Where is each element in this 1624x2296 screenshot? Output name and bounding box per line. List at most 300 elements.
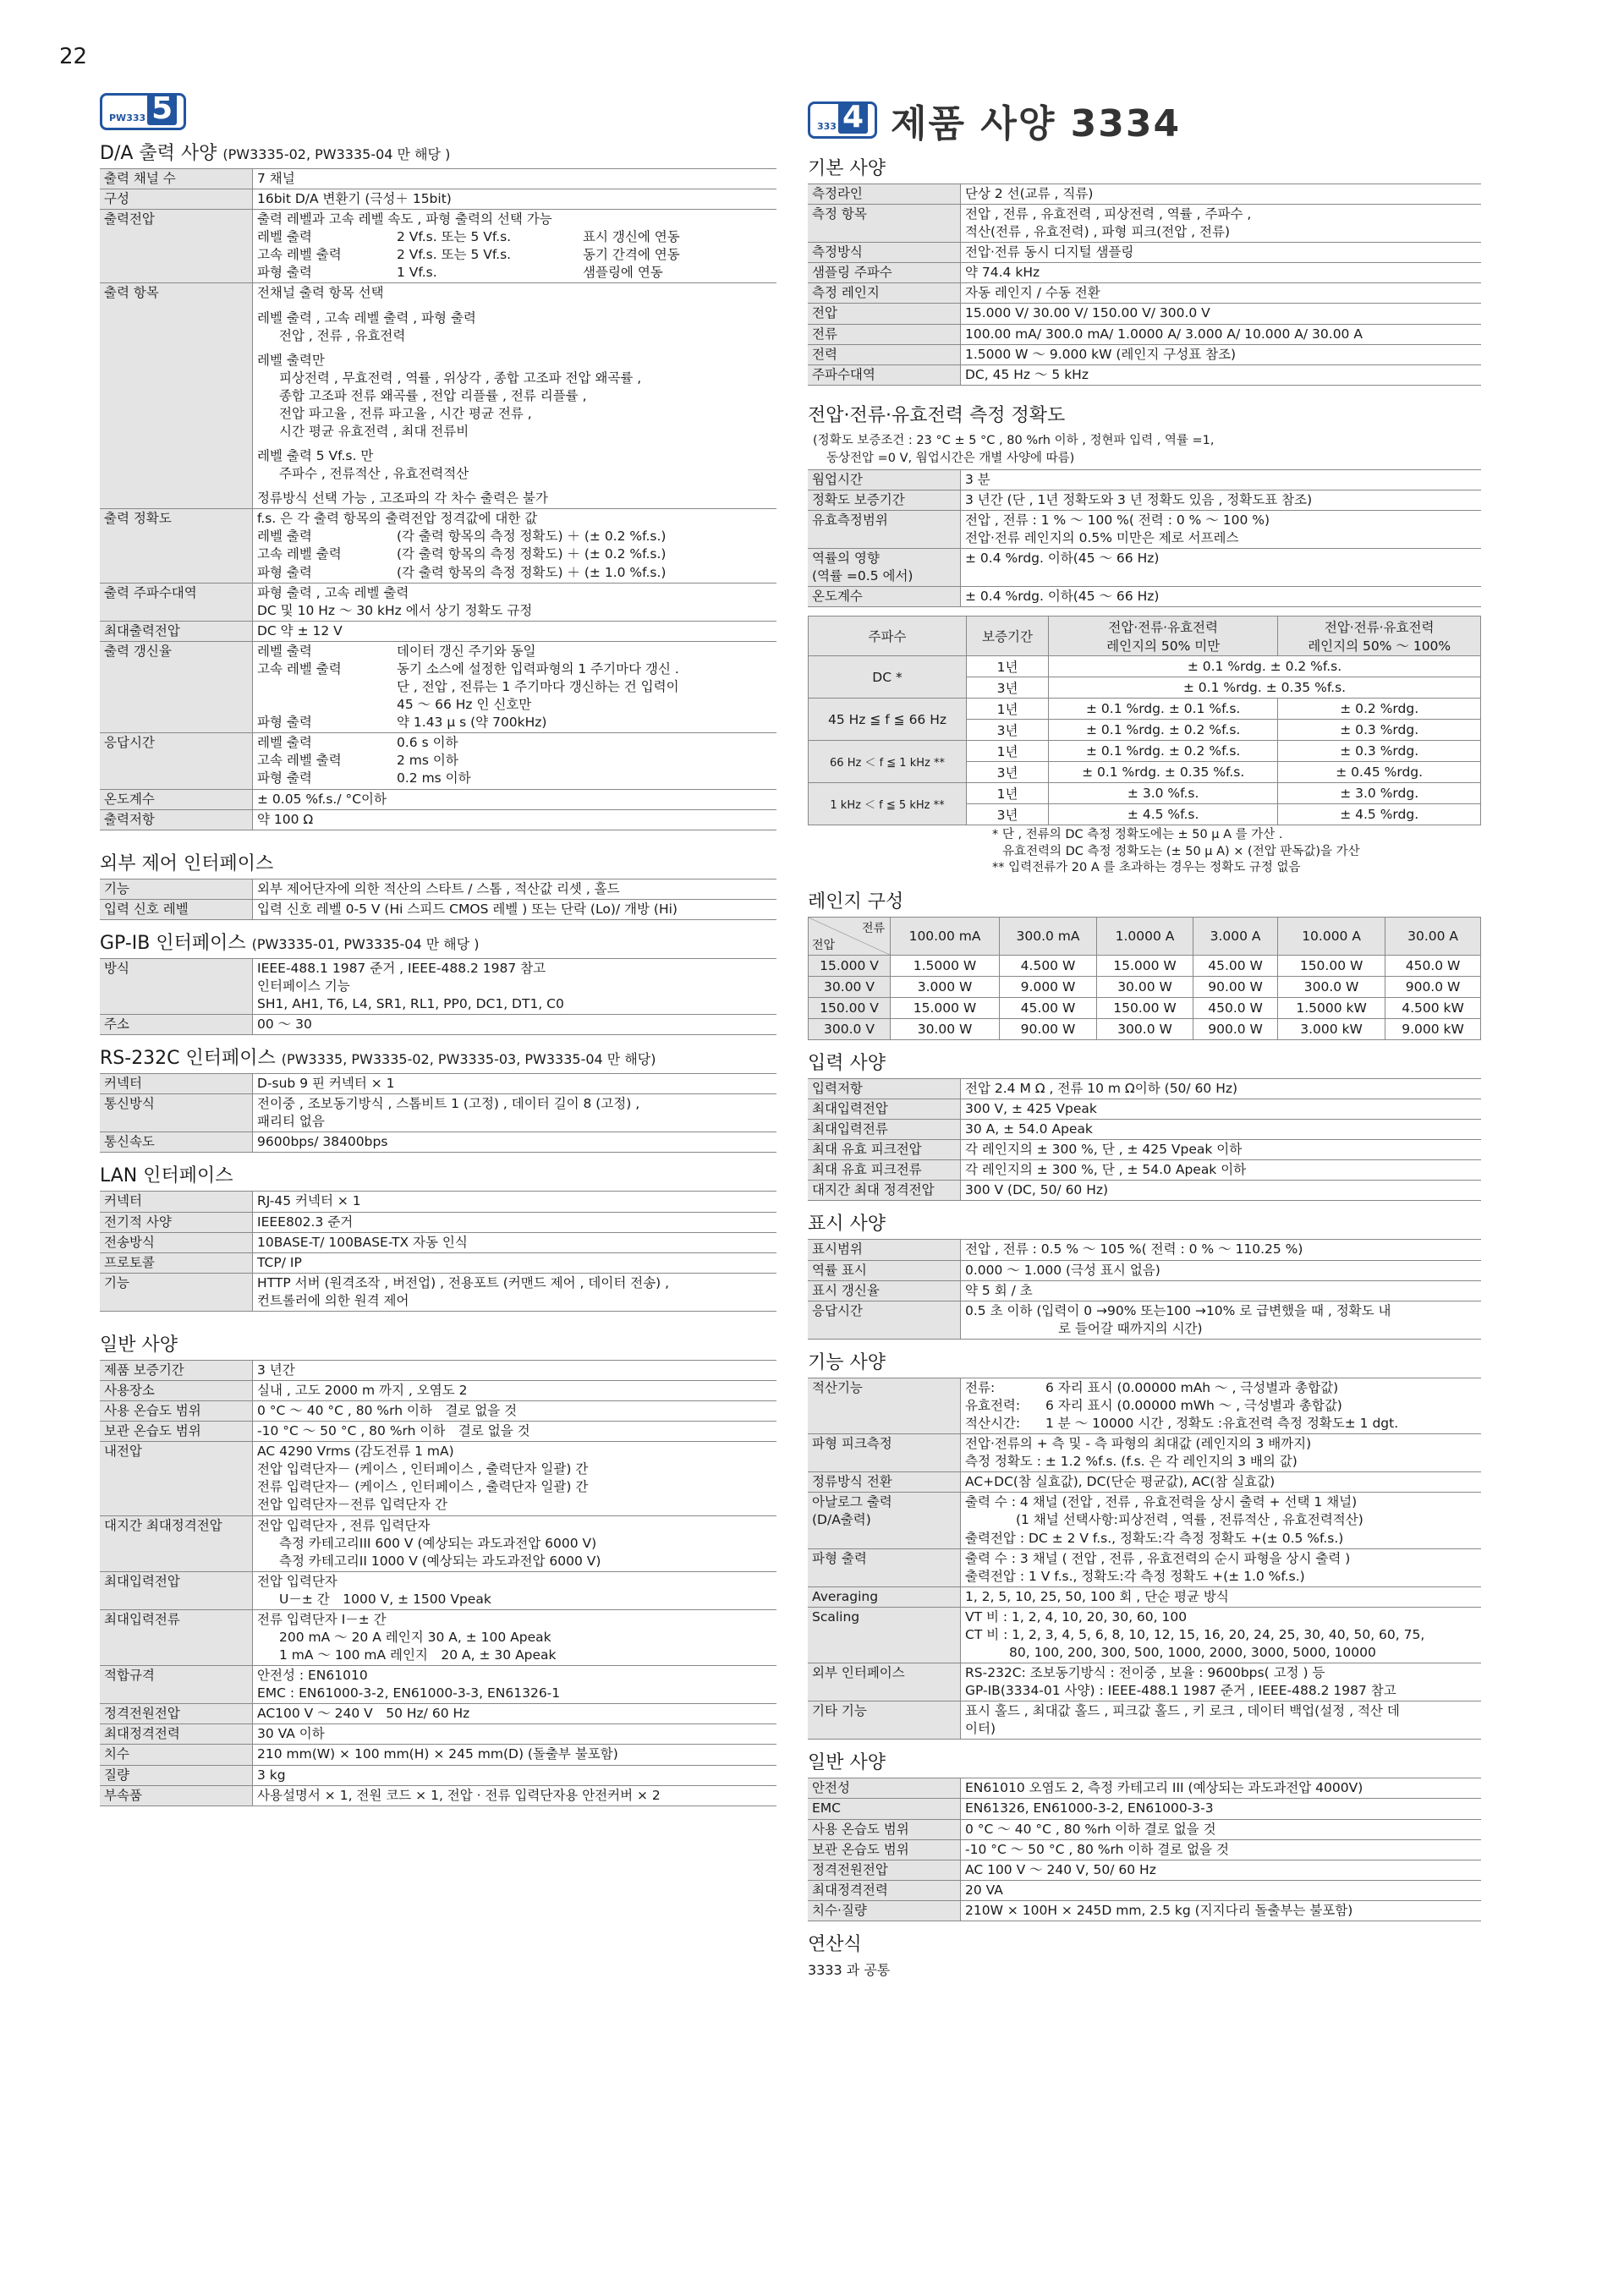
spec-value: 0 °C ～ 40 °C , 80 %rh 이하 결로 없을 것 xyxy=(961,1819,1482,1839)
spec-label: 유효측정범위 xyxy=(808,510,961,548)
table-row xyxy=(100,621,776,641)
spec-value: IEEE802.3 준거 xyxy=(253,1212,777,1232)
spec-value: 레벨 출력 0.6 s 이하 고속 레벨 출력 2 ms 이하 파형 출력 0.2 ms 이하 xyxy=(253,733,777,789)
spec-label: 치수 xyxy=(100,1745,253,1765)
spec-label: 사용장소 xyxy=(100,1380,253,1400)
table-row xyxy=(808,1120,1481,1140)
spec-value: 4.500 kW xyxy=(1385,998,1481,1019)
spec-value: IEEE-488.1 1987 준거 , IEEE-488.2 1987 참고 인터페이스 기능 SH1, AH1, T6, L4, SR1, RL1, PP0, DC1, DT1, C0 xyxy=(253,958,777,1014)
spec-value: ± 0.1 %rdg. ± 0.2 %f.s. xyxy=(1049,656,1481,677)
spec-label: 주소 xyxy=(100,1015,253,1035)
spec-label: Averaging xyxy=(808,1586,961,1607)
spec-value: 15.000 V/ 30.00 V/ 150.00 V/ 300.0 V xyxy=(961,304,1482,324)
spec-label: 입력 신호 레벨 xyxy=(100,899,253,919)
spec-label: 커넥터 xyxy=(100,1074,253,1094)
spec-label: 전류 xyxy=(808,324,961,344)
spec-value: VT 비 : 1, 2, 4, 10, 20, 30, 60, 100 CT 비 : 1, 2, 3, 4, 5, 6, 8, 10, 12, 15, 16, 20, 24, 25, 30, 40, 50, 60, 75, 80, 100, 200, 300, 500, 1000, 2000, 3000, 5000, 10000 xyxy=(961,1607,1482,1663)
spec-value: 3년 xyxy=(967,804,1049,825)
spec-label: 정류방식 전환 xyxy=(808,1472,961,1493)
spec-value: 전압 , 전류 , 유효전력 , 피상전력 , 역률 , 주파수 , 적산(전류 , 유효전력) , 파형 피크(전압 , 전류) xyxy=(961,205,1482,243)
spec-value: ± 4.5 %rdg. xyxy=(1278,804,1481,825)
gpib-table xyxy=(100,958,776,1035)
table-row xyxy=(100,1765,776,1785)
spec-value: 0.5 초 이하 (입력이 0 →90% 또는100 →10% 로 급변했을 때 , 정확도 내 로 들어갈 때까지의 시간) xyxy=(961,1301,1482,1339)
section-title-input: 입력 사양 xyxy=(808,1053,886,1075)
table-row xyxy=(100,210,776,283)
spec-value: 150.00 W xyxy=(1096,998,1193,1019)
spec-value: 전압·전류·유효전력 레인지의 50% ～ 100% xyxy=(1278,616,1481,656)
table-row xyxy=(100,1094,776,1132)
spec-value: DC 약 ± 12 V xyxy=(253,621,777,641)
spec-value: 전이중 , 조보동기방식 , 스톱비트 1 (고정) , 데이터 길이 8 (고정) , 패리티 없음 xyxy=(253,1094,777,1132)
spec-value: 약 100 Ω xyxy=(253,809,777,830)
spec-value: 30 A, ± 54.0 Apeak xyxy=(961,1120,1482,1140)
basic-spec-table xyxy=(808,184,1481,386)
spec-value: 450.0 W xyxy=(1385,956,1481,977)
spec-value: 전압 , 전류 : 0.5 % ～ 105 %( 전력 : 0 % ～ 110.25 %) xyxy=(961,1240,1482,1260)
spec-value: 출력 수 : 4 채널 (전압 , 전류 , 유효전력을 상시 출력 + 선택 1 채널) (1 채널 선택사항:피상전력 , 역률 , 전류적산 , 유효전력적산) 출력전압 : DC ± 2 V f.s., 정확도:각 측정 정확도 +(± 0.5 %f.s.) xyxy=(961,1493,1482,1548)
table-row xyxy=(808,1778,1481,1799)
spec-value: 0 °C ～ 40 °C , 80 %rh 이하 결로 없을 것 xyxy=(253,1401,777,1422)
spec-value: AC 100 V ～ 240 V, 50/ 60 Hz xyxy=(961,1860,1482,1880)
spec-label: 대지간 최대정격전압 xyxy=(100,1515,253,1571)
table-row xyxy=(808,324,1481,344)
table-row xyxy=(100,1666,776,1704)
spec-value: RS-232C: 조보동기방식 : 전이중 , 보율 : 9600bps( 고정 ) 등 GP-IB(3334-01 사양) : IEEE-488.1 1987 준거 , IEEE-488.2 1987 참고 xyxy=(961,1663,1482,1701)
spec-value: 보증기간 xyxy=(967,616,1049,656)
spec-value: ± 0.1 %rdg. ± 0.35 %f.s. xyxy=(1049,677,1481,699)
spec-value: 전압·전류 동시 디지털 샘플링 xyxy=(961,243,1482,263)
spec-value: 출력 레벨과 고속 레벨 속도 , 파형 출력의 선택 가능 레벨 출력 2 Vf.s. 또는 5 Vf.s. 표시 갱신에 연동 고속 레벨 출력 2 Vf.s. 또는 5 Vf.s. 동기 간격에 연동 파형 출력 1 Vf.s. 샘플링에 연동 xyxy=(253,210,777,283)
spec-value: AC+DC(참 실효값), DC(단순 평균값), AC(참 실효값) xyxy=(961,1472,1482,1493)
spec-value: 150.00 W xyxy=(1278,956,1385,977)
table-row xyxy=(808,1839,1481,1860)
spec-value: 전채널 출력 항목 선택 레벨 출력 , 고속 레벨 출력 , 파형 출력 전압 , 전류 , 유효전력 레벨 출력만 피상전력 , 무효전력 , 역률 , 위상각 , 종합 고조파 전압 왜곡률 , 종합 고조파 전류 왜곡률 , 전압 리플률 , 전류 리플률 , 전압 파고율 , 전류 파고율 , 시간 평균 전류 , 시간 평균 유효전력 , 최대 전류비 레벨 출력 5 Vf.s. 만 주파수 , 전류적산 , 유효전력적산 정류방식 선택 가능 , 고조파의 각 차수 출력은 불가 xyxy=(253,283,777,509)
spec-label: 외부 인터페이스 xyxy=(808,1663,961,1701)
table-row xyxy=(808,1140,1481,1160)
spec-value: 90.00 W xyxy=(1000,1019,1097,1040)
spec-value: 1.0000 A xyxy=(1096,918,1193,956)
spec-value: 45.00 W xyxy=(1000,998,1097,1019)
spec-value: 각 레인지의 ± 300 %, 단 , ± 54.0 Apeak 이하 xyxy=(961,1160,1482,1181)
table-row xyxy=(809,977,1481,998)
table-row xyxy=(808,1181,1481,1201)
spec-value: 900.0 W xyxy=(1385,977,1481,998)
table-row xyxy=(100,1724,776,1745)
spec-value: 0.000 ～ 1.000 (극성 표시 없음) xyxy=(961,1260,1482,1280)
table-row xyxy=(100,1571,776,1609)
spec-label: 부속품 xyxy=(100,1785,253,1806)
section-title-calc: 연산식 xyxy=(808,1933,862,1955)
table-row xyxy=(100,283,776,509)
spec-value: 3 kg xyxy=(253,1765,777,1785)
table-row xyxy=(100,1252,776,1273)
spec-label: 파형 피크측정 xyxy=(808,1434,961,1472)
spec-value: 210 mm(W) × 100 mm(H) × 245 mm(D) (돌출부 불포함) xyxy=(253,1745,777,1765)
spec-label: 파형 출력 xyxy=(808,1548,961,1586)
display-spec-table xyxy=(808,1239,1481,1339)
spec-label: 전압 xyxy=(808,304,961,324)
spec-value: 3년 xyxy=(967,677,1049,699)
spec-value: 실내 , 고도 2000 m 까지 , 오염도 2 xyxy=(253,1380,777,1400)
spec-label: 보관 온습도 범위 xyxy=(808,1839,961,1860)
table-row xyxy=(808,205,1481,243)
spec-value: RJ-45 커넥터 × 1 xyxy=(253,1192,777,1212)
spec-value: 전압 , 전류 : 1 % ～ 100 %( 전력 : 0 % ～ 100 %) 전압·전류 레인지의 0.5% 미만은 제로 서프레스 xyxy=(961,510,1482,548)
spec-value: ± 0.3 %rdg. xyxy=(1278,720,1481,741)
spec-value: EN61010 오염도 2, 측정 카테고리 III (예상되는 과도과전압 4000V) xyxy=(961,1778,1482,1799)
table-row xyxy=(808,1280,1481,1301)
spec-label: 표시범위 xyxy=(808,1240,961,1260)
table-row xyxy=(100,1745,776,1765)
spec-label: 기타 기능 xyxy=(808,1701,961,1740)
spec-label: 커넥터 xyxy=(100,1192,253,1212)
table-row xyxy=(808,1493,1481,1548)
section-title-da: D/A 출력 사양 (PW3335-02, PW3335-04 만 해당 ) xyxy=(100,143,451,164)
spec-label: 측정 레인지 xyxy=(808,283,961,304)
table-row xyxy=(100,1401,776,1422)
table-row xyxy=(808,1160,1481,1181)
table-row xyxy=(100,189,776,210)
table-row xyxy=(808,1819,1481,1839)
spec-value: 단상 2 선(교류 , 직류) xyxy=(961,184,1482,205)
table-row xyxy=(808,1701,1481,1740)
spec-label: 아날로그 출력 (D/A출력) xyxy=(808,1493,961,1548)
table-row xyxy=(100,1609,776,1665)
spec-label: 온도계수 xyxy=(808,587,961,607)
spec-value: 45 Hz ≦ f ≦ 66 Hz xyxy=(809,699,967,741)
spec-label: 사용 온습도 범위 xyxy=(100,1401,253,1422)
spec-value: 9600bps/ 38400bps xyxy=(253,1132,777,1153)
spec-value: 300.0 mA xyxy=(1000,918,1097,956)
spec-label: 최대입력전압 xyxy=(100,1571,253,1609)
spec-label: 온도계수 xyxy=(100,789,253,809)
spec-value: ± 0.4 %rdg. 이하(45 ～ 66 Hz) xyxy=(961,549,1482,587)
spec-value: 1년 xyxy=(967,699,1049,720)
spec-value: 입력 신호 레벨 0-5 V (Hi 스피드 CMOS 레벨 ) 또는 단락 (Lo)/ 개방 (Hi) xyxy=(253,899,777,919)
spec-label: 정격전원전압 xyxy=(808,1860,961,1880)
spec-value: -10 °C ～ 50 °C , 80 %rh 이하 결로 없을 것 xyxy=(961,1839,1482,1860)
spec-label: 사용 온습도 범위 xyxy=(808,1819,961,1839)
spec-label: 응답시간 xyxy=(100,733,253,789)
spec-value: DC, 45 Hz ～ 5 kHz xyxy=(961,364,1482,385)
table-row xyxy=(808,1472,1481,1493)
table-row xyxy=(809,656,1481,677)
spec-label: 정격전원전압 xyxy=(100,1704,253,1724)
spec-value: 3년 xyxy=(967,762,1049,783)
table-row xyxy=(100,1785,776,1806)
table-row xyxy=(100,789,776,809)
spec-value: 1, 2, 5, 10, 25, 50, 100 회 , 단순 평균 방식 xyxy=(961,1586,1482,1607)
table-row xyxy=(100,1273,776,1311)
spec-value: 100.00 mA/ 300.0 mA/ 1.0000 A/ 3.000 A/ 10.000 A/ 30.00 A xyxy=(961,324,1482,344)
table-row xyxy=(100,1380,776,1400)
spec-label: 프로토콜 xyxy=(100,1252,253,1273)
spec-label: 기능 xyxy=(100,1273,253,1311)
spec-label: 출력저항 xyxy=(100,809,253,830)
spec-label: 주파수대역 xyxy=(808,364,961,385)
general-spec-3334-table xyxy=(808,1778,1481,1921)
table-row xyxy=(808,469,1481,490)
spec-value: 출력 수 : 3 채널 ( 전압 , 전류 , 유효전력의 순시 파형을 상시 출력 ) 출력전압 : 1 V f.s., 정확도:각 측정 정확도 +(± 1.0 %f.s.) xyxy=(961,1548,1482,1586)
table-row xyxy=(808,1586,1481,1607)
spec-value: 16bit D/A 변환기 (극성＋ 15bit) xyxy=(253,189,777,210)
spec-value: DC * xyxy=(809,656,967,699)
table-row xyxy=(808,1099,1481,1120)
spec-value: AC100 V ～ 240 V 50 Hz/ 60 Hz xyxy=(253,1704,777,1724)
spec-value: 10.000 A xyxy=(1278,918,1385,956)
spec-label: 출력 주파수대역 xyxy=(100,583,253,621)
spec-value: 전압 입력단자 , 전류 입력단자 측정 카테고리III 600 V (예상되는 과도과전압 6000 V) 측정 카테고리II 1000 V (예상되는 과도과전압 6000 V) xyxy=(253,1515,777,1571)
table-row xyxy=(100,1232,776,1252)
spec-label: 내전압 xyxy=(100,1442,253,1515)
spec-value: HTTP 서버 (원격조작 , 버전업) , 전용포트 (커맨드 제어 , 데이터 전송) , 컨트롤러에 의한 원격 제어 xyxy=(253,1273,777,1311)
table-row xyxy=(100,1704,776,1724)
table-row xyxy=(808,184,1481,205)
table-row xyxy=(100,641,776,732)
spec-label: 최대정격전력 xyxy=(808,1880,961,1900)
section-title-display: 표시 사양 xyxy=(808,1214,886,1236)
spec-value: 100.00 mA xyxy=(891,918,1000,956)
spec-value: 3.000 A xyxy=(1193,918,1278,956)
spec-value: 4.500 W xyxy=(1000,956,1097,977)
spec-label: 적합규격 xyxy=(100,1666,253,1704)
spec-label: 출력 항목 xyxy=(100,283,253,509)
spec-value: 45.00 W xyxy=(1193,956,1278,977)
spec-value: 전류 전압 xyxy=(809,918,891,956)
table-row xyxy=(808,510,1481,548)
table-row xyxy=(808,1079,1481,1099)
spec-value: 150.00 V xyxy=(809,998,891,1019)
spec-label: 응답시간 xyxy=(808,1301,961,1339)
spec-value: 90.00 W xyxy=(1193,977,1278,998)
spec-value: 7 채널 xyxy=(253,169,777,189)
spec-value: ± 3.0 %f.s. xyxy=(1049,783,1278,804)
spec-label: 입력저항 xyxy=(808,1079,961,1099)
spec-value: 1.5000 W xyxy=(891,956,1000,977)
table-row xyxy=(809,783,1481,804)
spec-label: 전기적 사양 xyxy=(100,1212,253,1232)
spec-value: 300 V (DC, 50/ 60 Hz) xyxy=(961,1181,1482,1201)
table-row xyxy=(808,1434,1481,1472)
table-row xyxy=(809,998,1481,1019)
spec-label: 치수·질량 xyxy=(808,1900,961,1921)
spec-value: 사용설명서 × 1, 전원 코드 × 1, 전압 · 전류 입력단자용 안전커버 × 2 xyxy=(253,1785,777,1806)
spec-value: 안전성 : EN61010 EMC : EN61000-3-2, EN61000-3-3, EN61326-1 xyxy=(253,1666,777,1704)
table-row xyxy=(100,1192,776,1212)
table-row xyxy=(100,1074,776,1094)
spec-label: 전송방식 xyxy=(100,1232,253,1252)
table-row xyxy=(808,1799,1481,1819)
spec-label: 최대 유효 피크전류 xyxy=(808,1160,961,1181)
section-title-basic: 기본 사양 xyxy=(808,158,886,179)
spec-value: EN61326, EN61000-3-2, EN61000-3-3 xyxy=(961,1799,1482,1819)
spec-value: 1 kHz ＜ f ≦ 5 kHz ** xyxy=(809,783,967,825)
table-row xyxy=(100,1015,776,1035)
table-row xyxy=(808,1607,1481,1663)
spec-label: 샘플링 주파수 xyxy=(808,263,961,283)
spec-label: 정확도 보증기간 xyxy=(808,490,961,510)
spec-value: ± 3.0 %rdg. xyxy=(1278,783,1481,804)
page-number: 22 xyxy=(59,44,88,69)
spec-value: 300.0 W xyxy=(1278,977,1385,998)
table-row xyxy=(808,304,1481,324)
input-spec-table xyxy=(808,1078,1481,1201)
spec-value: 약 74.4 kHz xyxy=(961,263,1482,283)
table-row xyxy=(100,1360,776,1380)
spec-value: ± 0.1 %rdg. ± 0.35 %f.s. xyxy=(1049,762,1278,783)
spec-label: 출력 정확도 xyxy=(100,509,253,583)
spec-value: 1년 xyxy=(967,656,1049,677)
spec-label: 측정방식 xyxy=(808,243,961,263)
spec-value: 주파수 xyxy=(809,616,967,656)
spec-value: 9.000 W xyxy=(1000,977,1097,998)
spec-value: D-sub 9 핀 커넥터 × 1 xyxy=(253,1074,777,1094)
spec-value: AC 4290 Vrms (감도전류 1 mA) 전압 입력단자－ (케이스 , 인터페이스 , 출력단자 일괄) 간 전류 입력단자－ (케이스 , 인터페이스 , 출력단자 일괄) 간 전압 입력단자－전류 입력단자 간 xyxy=(253,1442,777,1515)
spec-label: 최대 유효 피크전압 xyxy=(808,1140,961,1160)
section-title-general-3334: 일반 사양 xyxy=(808,1752,886,1774)
spec-value: 00 ～ 30 xyxy=(253,1015,777,1035)
table-row xyxy=(808,283,1481,304)
table-row xyxy=(100,583,776,621)
badge-model: 333 xyxy=(817,121,837,132)
spec-label: 통신속도 xyxy=(100,1132,253,1153)
spec-value: 각 레인지의 ± 300 %, 단 , ± 425 Vpeak 이하 xyxy=(961,1140,1482,1160)
ext-control-table xyxy=(100,879,776,920)
table-row xyxy=(808,1548,1481,1586)
table-row xyxy=(808,344,1481,364)
spec-value: 300.0 V xyxy=(809,1019,891,1040)
spec-label: 전력 xyxy=(808,344,961,364)
spec-label: 측정 항목 xyxy=(808,205,961,243)
spec-value: 15.000 W xyxy=(1096,956,1193,977)
page-title xyxy=(808,93,1481,147)
table-row xyxy=(809,1019,1481,1040)
table-row xyxy=(809,956,1481,977)
spec-value: 15.000 W xyxy=(891,998,1000,1019)
badge-number: 5 xyxy=(147,93,177,125)
spec-value: 표시 홀드 , 최대값 홀드 , 피크값 홀드 , 키 로크 , 데이터 백업(설정 , 적산 데 이터) xyxy=(961,1701,1482,1740)
accuracy-table xyxy=(808,469,1481,608)
spec-label: 최대입력전류 xyxy=(100,1609,253,1665)
section-title-gpib: GP-IB 인터페이스 (PW3335-01, PW3335-04 만 해당 ) xyxy=(100,932,480,954)
function-spec-table xyxy=(808,1378,1481,1740)
spec-label: 출력전압 xyxy=(100,210,253,283)
table-row xyxy=(808,549,1481,587)
table-row xyxy=(100,1212,776,1232)
spec-value: 3 분 xyxy=(961,469,1482,490)
spec-value: 30.00 W xyxy=(1096,977,1193,998)
table-row xyxy=(100,899,776,919)
spec-value: ± 0.05 %f.s./ °C이하 xyxy=(253,789,777,809)
table-row xyxy=(100,809,776,830)
spec-value: 3.000 kW xyxy=(1278,1019,1385,1040)
spec-value: 전압·전류·유효전력 레인지의 50% 미만 xyxy=(1049,616,1278,656)
spec-value: 3.000 W xyxy=(891,977,1000,998)
table-row xyxy=(100,509,776,583)
table-row xyxy=(808,1260,1481,1280)
spec-value: 1.5000 kW xyxy=(1278,998,1385,1019)
rs232c-table xyxy=(100,1073,776,1153)
accuracy-grid xyxy=(808,616,1481,825)
range-table xyxy=(808,917,1481,1040)
spec-value: ± 0.1 %rdg. ± 0.1 %f.s. xyxy=(1049,699,1278,720)
spec-label: 기능 xyxy=(100,879,253,899)
spec-value: 전압 입력단자 U－± 간 1000 V, ± 1500 Vpeak xyxy=(253,1571,777,1609)
general-table xyxy=(100,1360,776,1806)
spec-value: f.s. 은 각 출력 항목의 출력전압 정격값에 대한 값 레벨 출력 (각 출력 항목의 측정 정확도) ＋ (± 0.2 %f.s.) 고속 레벨 출력 (각 출력 항목의 측정 정확도) ＋ (± 0.2 %f.s.) 파형 출력 (각 출력 항목의 측정 정확도) ＋ (± 1.0 %f.s.) xyxy=(253,509,777,583)
spec-label: 통신방식 xyxy=(100,1094,253,1132)
table-row xyxy=(808,364,1481,385)
table-row xyxy=(100,958,776,1014)
section-title-lan: LAN 인터페이스 xyxy=(100,1165,233,1187)
left-column xyxy=(100,93,776,1806)
table-row xyxy=(808,1880,1481,1900)
section-title-rs232c: RS-232C 인터페이스 (PW3335, PW3335-02, PW3335-03, PW3335-04 만 해당) xyxy=(100,1048,656,1070)
spec-value: 9.000 kW xyxy=(1385,1019,1481,1040)
spec-value: 3년 xyxy=(967,720,1049,741)
spec-value: 30.00 V xyxy=(809,977,891,998)
spec-value: 전류 입력단자 I－± 간 200 mA ～ 20 A 레인지 30 A, ± 100 Apeak 1 mA ～ 100 mA 레인지 20 A, ± 30 Apeak xyxy=(253,1609,777,1665)
table-row xyxy=(808,1378,1481,1433)
spec-value: 자동 레인지 / 수동 전환 xyxy=(961,283,1482,304)
spec-label: 구성 xyxy=(100,189,253,210)
table-row xyxy=(100,1422,776,1442)
spec-label: 최대입력전압 xyxy=(808,1099,961,1120)
section-title-range: 레인지 구성 xyxy=(808,891,904,913)
spec-value: 외부 제어단자에 의한 적산의 스타트 / 스톱 , 적산값 리셋 , 홀드 xyxy=(253,879,777,899)
section-title-general: 일반 사양 xyxy=(100,1334,178,1356)
table-row xyxy=(808,587,1481,607)
spec-value: -10 °C ～ 50 °C , 80 %rh 이하 결로 없을 것 xyxy=(253,1422,777,1442)
spec-label: 표시 갱신율 xyxy=(808,1280,961,1301)
spec-label: 적산기능 xyxy=(808,1378,961,1433)
table-row xyxy=(100,169,776,189)
section-title-function: 기능 사양 xyxy=(808,1351,886,1373)
table-row xyxy=(808,263,1481,283)
spec-label: 측정라인 xyxy=(808,184,961,205)
spec-label: 최대정격전력 xyxy=(100,1724,253,1745)
spec-value: ± 0.1 %rdg. ± 0.2 %f.s. xyxy=(1049,741,1278,762)
badge-model: PW333 xyxy=(109,112,146,123)
spec-label: 안전성 xyxy=(808,1778,961,1799)
model-badge-pw3335 xyxy=(100,93,186,130)
spec-value: 1.5000 W ～ 9.000 kW (레인지 구성표 참조) xyxy=(961,344,1482,364)
spec-value: 전압 2.4 M Ω , 전류 10 m Ω이하 (50/ 60 Hz) xyxy=(961,1079,1482,1099)
spec-value: 30.00 W xyxy=(891,1019,1000,1040)
spec-value: 900.0 W xyxy=(1193,1019,1278,1040)
spec-label: Scaling xyxy=(808,1607,961,1663)
spec-value: ± 0.45 %rdg. xyxy=(1278,762,1481,783)
spec-label: 최대입력전류 xyxy=(808,1120,961,1140)
table-row xyxy=(808,1860,1481,1880)
model-badge-3334 xyxy=(808,101,877,139)
table-row xyxy=(808,243,1481,263)
spec-value: 66 Hz ＜ f ≦ 1 kHz ** xyxy=(809,741,967,783)
accuracy-condition: 동상전압 =0 V, 웜업시간은 개별 사양에 따름) xyxy=(826,451,1075,465)
accuracy-notes: * 단 , 전류의 DC 측정 정확도에는 ± 50 μ A 를 가산 . 유효전력의 DC 측정 정확도는 (± 50 μ A) × (전압 판독값)을 가산 ** 입력전류가 20 A 를 초과하는 경우는 정확도 규정 없음 xyxy=(992,828,1360,875)
spec-value: 30.00 A xyxy=(1385,918,1481,956)
spec-value: 450.0 W xyxy=(1193,998,1278,1019)
spec-value: 30 VA 이하 xyxy=(253,1724,777,1745)
spec-value: ± 4.5 %f.s. xyxy=(1049,804,1278,825)
page-title-text: 제품 사양 3334 xyxy=(891,102,1182,145)
lan-table xyxy=(100,1191,776,1311)
table-row xyxy=(808,490,1481,510)
spec-value: TCP/ IP xyxy=(253,1252,777,1273)
spec-label: 방식 xyxy=(100,958,253,1014)
table-row xyxy=(809,741,1481,762)
